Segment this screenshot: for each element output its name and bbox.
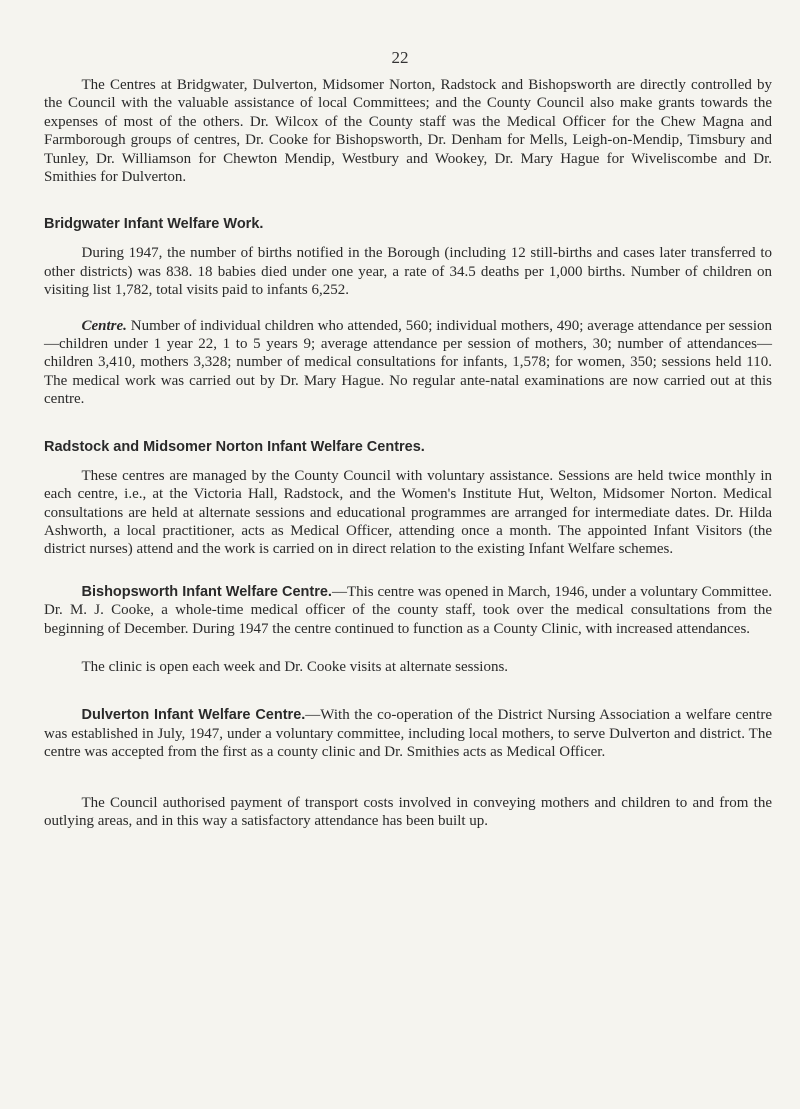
bridgwater-births-paragraph: During 1947, the number of births notified in the Borough (including 12 still-births and cases later transferred to other districts) was 838. 18 babies died under one year, a rate of 34.5 deaths per 1,000 births. Number of children on visiting list 1,782, total visits paid to infants 6,252. xyxy=(44,245,772,299)
dulverton-heading: Dulverton Infant Welfare Centre. xyxy=(81,707,306,724)
bridgwater-heading: Bridgwater Infant Welfare Work. xyxy=(44,216,264,233)
dulverton-paragraph xyxy=(44,706,772,761)
bridgwater-centre-paragraph xyxy=(44,317,772,409)
centre-lead-label: Centre. xyxy=(81,317,127,334)
dulverton-text: —With the co-operation of the District Nursing Association a welfare centre was established in July, 1947, under a voluntary committee, including local mothers, to serve Dulverton and district. The centre was accepted from the first as a county clinic and Dr. Smithies acts as Medical Officer. xyxy=(44,707,773,761)
transport-paragraph: The Council authorised payment of transport costs involved in conveying mothers and children to and from the outlying areas, and in this way a satisfactory attendance has been built up. xyxy=(44,794,772,829)
centre-text: Number of individual children who attended, 560; individual mothers, 490; average attendance per session—children under 1 year 22, 1 to 5 years 9; average attendance per session of mothers, 30; number of attendances—children 3,410, mothers 3,328; number of medical consultations for infants, 1,578; for women, 350; sessions held 110. The medical work was carried out by Dr. Mary Hague. No regular ante-natal examinations are now carried out at this centre. xyxy=(44,317,772,408)
page-number: 22 xyxy=(391,48,409,67)
radstock-heading: Radstock and Midsomer Norton Infant Welfare Centres. xyxy=(44,438,425,455)
bishopsworth-text: —This centre was opened in March, 1946, under a voluntary Committee. Dr. M. J. Cooke, a whole-time medical officer of the county staff, took over the medical consultations from the beginning of December. During 1947 the centre continued to function as a County Clinic, with increased attendances. xyxy=(44,583,773,637)
intro-paragraph: The Centres at Bridgwater, Dulverton, Midsomer Norton, Radstock and Bishopsworth are directly controlled by the Council with the valuable assistance of local Committees; and the County Council also make grants towards the expenses of most of the others. Dr. Wilcox of the County staff was the Medical Officer for the Chew Magna and Farmborough groups of centres, Dr. Cooke for Bishopsworth, Dr. Denham for Mells, Leigh-on-Mendip, Timsbury and Tunley, Dr. Williamson for Chewton Mendip, Westbury and Wookey, Dr. Mary Hague for Wiveliscombe and Dr. Smithies for Dulverton. xyxy=(44,77,772,186)
radstock-paragraph: These centres are managed by the County Council with voluntary assistance. Sessions are held twice monthly in each centre, i.e., at the Victoria Hall, Radstock, and the Women's Institute Hut, Welton, Midsomer Norton. Medical consultations are held at alternate sessions and educational programmes are arranged for intermediate dates. Dr. Hilda Ashworth, a local practitioner, acts as Medical Officer, attending once a month. The appointed Infant Visitors (the district nurses) attend and the work is carried on in direct relation to the existing Infant Welfare schemes. xyxy=(44,467,772,558)
clinic-note-paragraph: The clinic is open each week and Dr. Cooke visits at alternate sessions. xyxy=(81,658,509,675)
bishopsworth-heading: Bishopsworth Infant Welfare Centre. xyxy=(81,583,332,600)
bishopsworth-paragraph xyxy=(44,583,772,638)
